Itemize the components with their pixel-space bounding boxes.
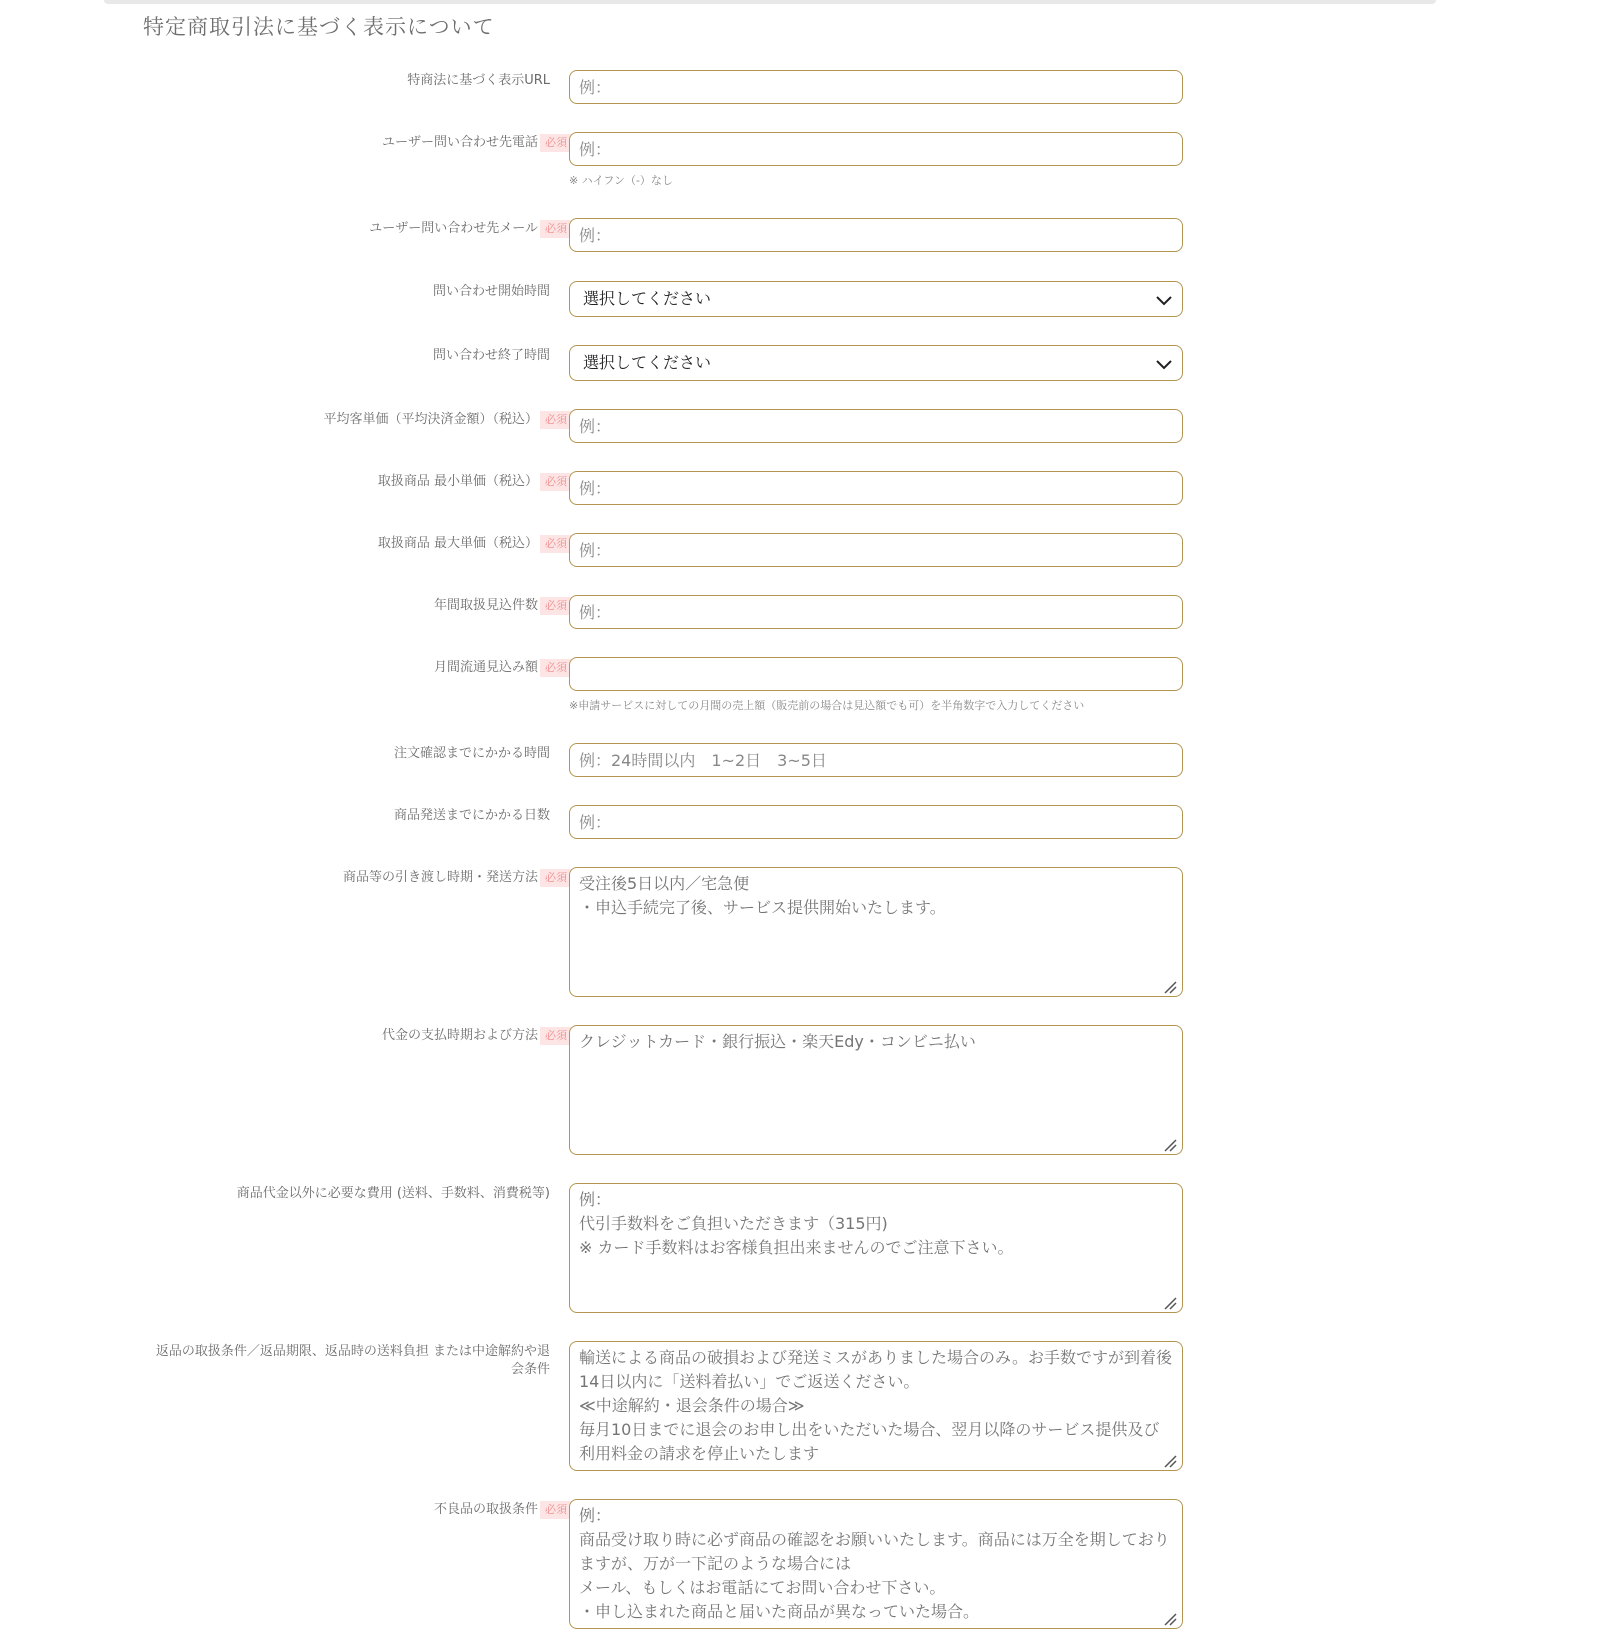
resize-handle-icon[interactable]	[1163, 980, 1177, 994]
field-label	[130, 283, 550, 301]
monthly-volume-note: ※申請サービスに対しての月間の売上額（販売前の場合は見込額でも可）を半角数字で入力してください	[569, 699, 1085, 712]
field-label-text: 商品代金以外に必要な費用 (送料、手数料、消費税等)	[236, 1186, 550, 1201]
field-label-text: 年間取扱見込件数	[433, 598, 538, 613]
phone-note: ※ ハイフン（-）なし	[569, 174, 673, 187]
field-label-text: 取扱商品 最大単価（税込）	[377, 536, 538, 551]
required-badge: 必須	[540, 535, 572, 553]
order-confirm-time-input[interactable]	[569, 743, 1183, 777]
field-label	[130, 1185, 550, 1203]
field-label-text: 不良品の取扱条件	[433, 1502, 538, 1517]
delivery-textarea[interactable]	[569, 867, 1183, 997]
required-badge: 必須	[540, 659, 572, 677]
field-label-text: ユーザー問い合わせ先電話	[381, 135, 538, 150]
field-label	[130, 597, 567, 615]
field-label	[130, 745, 550, 763]
avg-price-input[interactable]	[569, 409, 1183, 443]
field-label	[130, 869, 567, 887]
chevron-down-icon	[1154, 290, 1174, 310]
field-label	[150, 1343, 550, 1379]
field-label-text: 問い合わせ終了時間	[432, 348, 550, 363]
field-label-text: 返品の取扱条件／返品期限、返品時の送料負担 または中途解約や退会条件	[155, 1344, 550, 1377]
field-label	[130, 807, 550, 825]
extra-fees-textarea[interactable]	[569, 1183, 1183, 1313]
field-label	[130, 72, 550, 90]
field-label	[130, 1501, 567, 1519]
field-label	[130, 535, 567, 553]
field-label-text: 問い合わせ開始時間	[432, 284, 550, 299]
email-input[interactable]	[569, 218, 1183, 252]
required-badge: 必須	[540, 134, 572, 152]
required-badge: 必須	[540, 1501, 572, 1519]
field-label	[130, 134, 567, 152]
field-label-text: 特商法に基づく表示URL	[407, 73, 550, 88]
shipping-days-input[interactable]	[569, 805, 1183, 839]
start-time-select[interactable]	[569, 281, 1183, 317]
monthly-volume-input[interactable]	[569, 657, 1183, 691]
field-label	[130, 220, 567, 238]
phone-input[interactable]	[569, 132, 1183, 166]
field-label-text: 平均客単価（平均決済金額）（税込）	[323, 412, 538, 427]
field-label-text: 月間流通見込み額	[433, 660, 538, 675]
field-label-text: 商品等の引き渡し時期・発送方法	[342, 870, 538, 885]
field-label-text: ユーザー問い合わせ先メール	[369, 221, 538, 236]
required-badge: 必須	[540, 220, 572, 238]
field-label	[130, 1027, 567, 1045]
field-label-text: 注文確認までにかかる時間	[393, 746, 550, 761]
url-input[interactable]	[569, 70, 1183, 104]
field-label	[130, 473, 567, 491]
required-badge: 必須	[540, 1027, 572, 1045]
field-label	[130, 659, 567, 677]
required-badge: 必須	[540, 411, 572, 429]
field-label	[130, 347, 550, 365]
field-label-text: 商品発送までにかかる日数	[393, 808, 550, 823]
top-divider	[104, 0, 1436, 4]
field-label-text: 代金の支払時期および方法	[381, 1028, 538, 1043]
payment-textarea[interactable]	[569, 1025, 1183, 1155]
select-value: 選択してください	[583, 289, 712, 308]
required-badge: 必須	[540, 597, 572, 615]
required-badge: 必須	[540, 869, 572, 887]
select-value: 選択してください	[583, 353, 712, 372]
field-label	[130, 411, 567, 429]
resize-handle-icon[interactable]	[1163, 1454, 1177, 1468]
resize-handle-icon[interactable]	[1163, 1296, 1177, 1310]
annual-count-input[interactable]	[569, 595, 1183, 629]
chevron-down-icon	[1154, 354, 1174, 374]
max-price-input[interactable]	[569, 533, 1183, 567]
end-time-select[interactable]	[569, 345, 1183, 381]
resize-handle-icon[interactable]	[1163, 1612, 1177, 1626]
section-title: 特定商取引法に基づく表示について	[143, 15, 495, 39]
required-badge: 必須	[540, 473, 572, 491]
returns-textarea[interactable]	[569, 1341, 1183, 1471]
field-label-text: 取扱商品 最小単価（税込）	[377, 474, 538, 489]
defects-textarea[interactable]	[569, 1499, 1183, 1629]
min-price-input[interactable]	[569, 471, 1183, 505]
resize-handle-icon[interactable]	[1163, 1138, 1177, 1152]
